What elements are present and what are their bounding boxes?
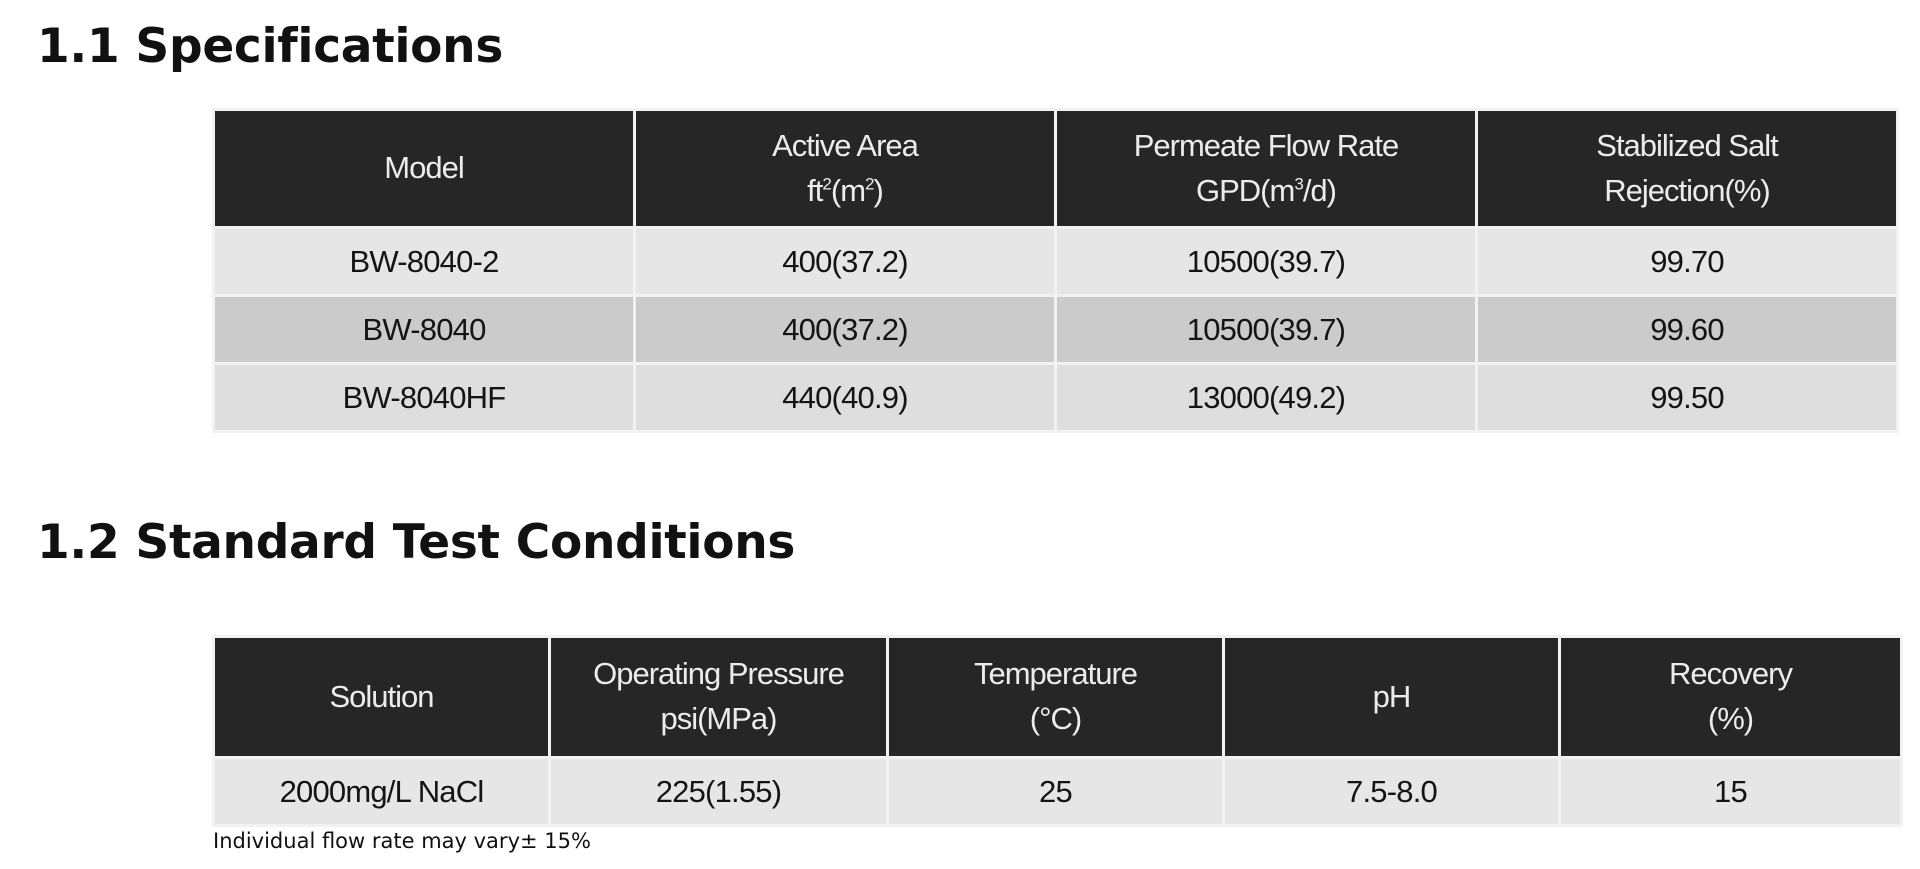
table-row (214, 364, 1898, 432)
specifications-table (212, 108, 1899, 433)
cell-salt-rejection: 99.50 (1477, 364, 1898, 432)
section-title-specifications: 1.1 Specifications (37, 19, 504, 74)
footnote: Individual flow rate may vary± 15% (213, 829, 591, 853)
section-title-test-conditions: 1.2 Standard Test Conditions (37, 515, 796, 570)
cell-active-area: 400(37.2) (635, 228, 1056, 296)
header-operating-pressure: Operating Pressure psi(MPa) (550, 637, 888, 758)
table-row (214, 228, 1898, 296)
header-solution: Solution (214, 637, 550, 758)
table-header-row (214, 110, 1898, 228)
table-row (214, 758, 1902, 826)
cell-solution: 2000mg/L NaCl (214, 758, 550, 826)
cell-recovery: 15 (1560, 758, 1902, 826)
cell-temperature: 25 (888, 758, 1224, 826)
cell-model: BW-8040-2 (214, 228, 635, 296)
header-model: Model (214, 110, 635, 228)
cell-flow-rate: 10500(39.7) (1056, 296, 1477, 364)
cell-flow-rate: 10500(39.7) (1056, 228, 1477, 296)
table-row (214, 296, 1898, 364)
cell-salt-rejection: 99.70 (1477, 228, 1898, 296)
cell-model: BW-8040 (214, 296, 635, 364)
header-salt-rejection: Stabilized Salt Rejection(%) (1477, 110, 1898, 228)
cell-model: BW-8040HF (214, 364, 635, 432)
header-active-area: Active Area $ft^2(m^2)$ (635, 110, 1056, 228)
cell-ph: 7.5-8.0 (1224, 758, 1560, 826)
cell-active-area: 400(37.2) (635, 296, 1056, 364)
test-conditions-table (212, 635, 1903, 827)
table-header-row (214, 637, 1902, 758)
cell-salt-rejection: 99.60 (1477, 296, 1898, 364)
header-temperature: Temperature (°C) (888, 637, 1224, 758)
header-permeate-flow-rate: Permeate Flow Rate $GPD(m^3/d)$ (1056, 110, 1477, 228)
header-recovery: Recovery (%) (1560, 637, 1902, 758)
cell-flow-rate: 13000(49.2) (1056, 364, 1477, 432)
cell-active-area: 440(40.9) (635, 364, 1056, 432)
cell-operating-pressure: 225(1.55) (550, 758, 888, 826)
header-ph: pH (1224, 637, 1560, 758)
